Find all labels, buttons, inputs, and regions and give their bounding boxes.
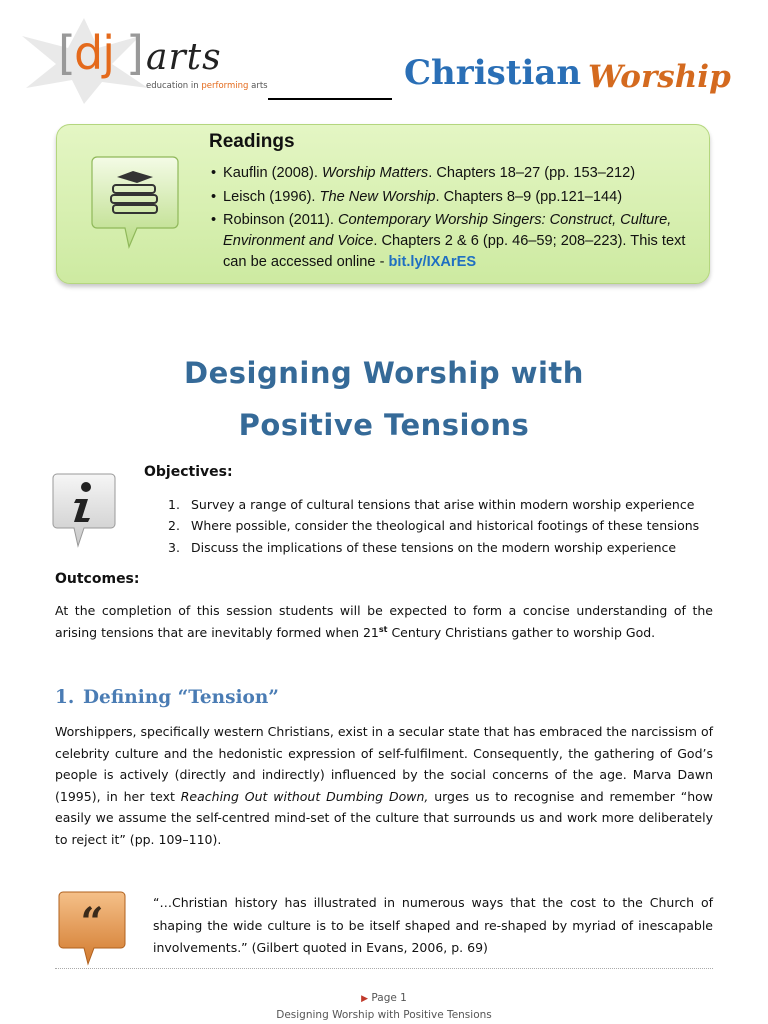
- svg-text:“: “: [80, 899, 104, 946]
- page-title-line2: Positive Tensions: [238, 408, 530, 442]
- readings-heading: Readings: [209, 131, 295, 152]
- reading-item: • Kauflin (2008). Worship Matters. Chapters 18–27 (pp. 153–212): [211, 165, 636, 181]
- footer-doc-title: Designing Worship with Positive Tensions: [276, 1009, 492, 1021]
- logo-arts: arts: [146, 37, 222, 78]
- logo-left-bracket: [: [58, 26, 76, 80]
- info-icon: [52, 472, 116, 548]
- header-rule: [268, 98, 392, 100]
- page-marker-icon: ▶: [361, 994, 369, 1004]
- section-heading: 1. Defining “Tension”: [55, 687, 279, 708]
- objective-item: 2. Where possible, consider the theological and historical footings of these tensions: [168, 518, 700, 533]
- outcomes-heading: Outcomes:: [55, 571, 140, 587]
- djarts-logo: [22, 18, 272, 104]
- outcomes-paragraph: At the completion of this session students will be expected to form a concise understanding of the arising tensions that are inevitably formed when 21st Century Christians gather to worship God.: [55, 603, 713, 640]
- books-icon: [91, 155, 179, 249]
- objective-item: 1. Survey a range of cultural tensions that arise within modern worship experience: [168, 497, 695, 512]
- reading-item: • Robinson (2011). Contemporary Worship Singers: Construct, Culture, Environment and Voice. Chapters 2 & 6 (pp. 46–59; 208–223). This text can be accessed online - bit.ly/IXArES: [211, 212, 686, 270]
- logo-tagline: education in performing arts: [146, 81, 268, 91]
- objectives-heading: Objectives:: [144, 464, 233, 480]
- reading-item: • Leisch (1996). The New Worship. Chapters 8–9 (pp.121–144): [211, 189, 623, 205]
- page-title-line1: Designing Worship with: [184, 356, 584, 390]
- objective-item: 3. Discuss the implications of these tensions on the modern worship experience: [168, 540, 677, 555]
- online-text-link[interactable]: bit.ly/IXArES: [388, 254, 477, 270]
- logo-dj: dj: [74, 26, 114, 80]
- quote-icon: [58, 890, 126, 966]
- section1-paragraph: Worshippers, specifically western Christians, exist in a secular state that has embraced the narcissism of celebrity culture and the hedonistic expression of self-fulfilment. Consequently, the gathering of God’s people is actively (directly and indirectly) influenced by the social concerns of the age. Marva Dawn (1995), in her text Reaching Out without Dumbing Down, urges us to recognise and remember “how easily we assume the self-centred mind-set of the culture that surrounds us and work more deliberately to reject it” (pp. 109–110).: [55, 724, 713, 847]
- footer-page-number: ▶ Page 1: [361, 992, 407, 1004]
- logo-right-bracket: ]: [126, 26, 144, 80]
- readings-box: [56, 124, 710, 284]
- header-title-worship: Worship: [588, 59, 731, 95]
- footer-rule: [55, 968, 713, 969]
- header-title-christian: Christian: [404, 53, 582, 93]
- quote-text: “…Christian history has illustrated in numerous ways that the cost to the Church of shaping the wide culture is to be itself shaped and re-shaped by myriad of inescapable involvements.” (Gilbert quoted in Evans, 2006, p. 69): [153, 895, 713, 955]
